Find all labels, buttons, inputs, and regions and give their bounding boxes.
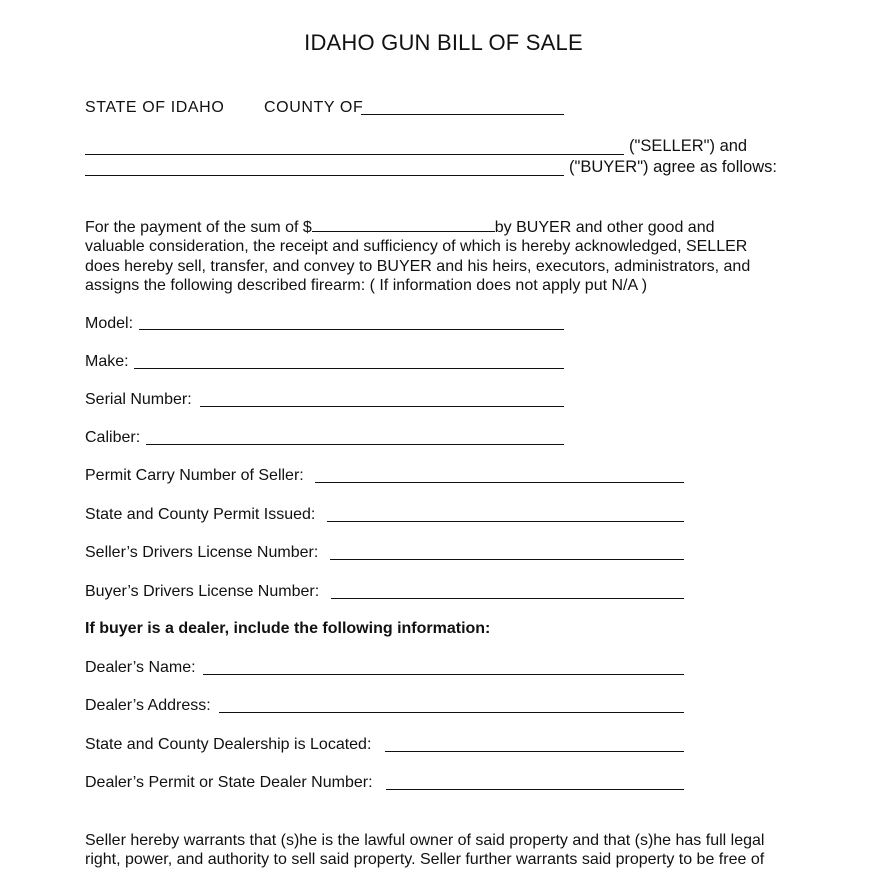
document-title: IDAHO GUN BILL OF SALE	[304, 30, 583, 55]
state-county-permit-blank[interactable]	[327, 521, 684, 522]
buyer-name-blank[interactable]	[85, 175, 564, 176]
make-label: Make:	[85, 353, 129, 370]
dealership-location-blank[interactable]	[385, 751, 684, 752]
dealership-location-label: State and County Dealership is Located:	[85, 736, 372, 753]
dealer-permit-blank[interactable]	[386, 789, 684, 790]
warranty-line-2: right, power, and authority to sell said property. Seller further warrants said property to be free of	[85, 851, 765, 868]
permit-carry-label: Permit Carry Number of Seller:	[85, 467, 304, 484]
serial-number-blank[interactable]	[200, 406, 564, 407]
permit-carry-blank[interactable]	[315, 482, 684, 483]
caliber-label: Caliber:	[85, 429, 141, 446]
model-blank[interactable]	[139, 329, 564, 330]
payment-suffix: by BUYER and other good and	[494, 219, 715, 236]
county-label: COUNTY OF	[264, 99, 364, 116]
model-label: Model:	[85, 315, 134, 332]
dealer-heading: If buyer is a dealer, include the following information:	[85, 620, 491, 637]
payment-paragraph	[85, 217, 800, 296]
caliber-blank[interactable]	[146, 444, 564, 445]
payment-line-2: valuable consideration, the receipt and sufficiency of which is hereby acknowledged, SELLER	[85, 238, 748, 256]
county-blank[interactable]	[361, 114, 564, 115]
dealer-name-label: Dealer’s Name:	[85, 659, 196, 676]
dealer-name-blank[interactable]	[203, 674, 684, 675]
state-county-permit-label: State and County Permit Issued:	[85, 506, 316, 523]
seller-license-blank[interactable]	[330, 559, 684, 560]
payment-amount-blank[interactable]	[312, 217, 495, 232]
seller-suffix: ("SELLER") and	[629, 137, 748, 155]
dealer-permit-label: Dealer’s Permit or State Dealer Number:	[85, 774, 373, 791]
state-label: STATE OF IDAHO	[85, 99, 225, 116]
payment-line-4: assigns the following described firearm: ( If information does not apply put N/A )	[85, 277, 648, 295]
buyer-license-label: Buyer’s Drivers License Number:	[85, 583, 320, 600]
dealer-address-blank[interactable]	[219, 712, 684, 713]
payment-line-3: does hereby sell, transfer, and convey to BUYER and his heirs, executors, administrators, and	[85, 257, 751, 275]
buyer-license-blank[interactable]	[331, 598, 684, 599]
warranty-line-1: Seller hereby warrants that (s)he is the lawful owner of said property and that (s)he has full legal	[85, 832, 765, 849]
serial-number-label: Serial Number:	[85, 391, 192, 408]
make-blank[interactable]	[134, 368, 564, 369]
seller-name-blank[interactable]	[85, 154, 624, 155]
buyer-suffix: ("BUYER") agree as follows:	[569, 158, 777, 176]
payment-prefix: For the payment of the sum of $	[85, 219, 312, 236]
seller-license-label: Seller’s Drivers License Number:	[85, 544, 319, 561]
dealer-address-label: Dealer’s Address:	[85, 697, 211, 714]
